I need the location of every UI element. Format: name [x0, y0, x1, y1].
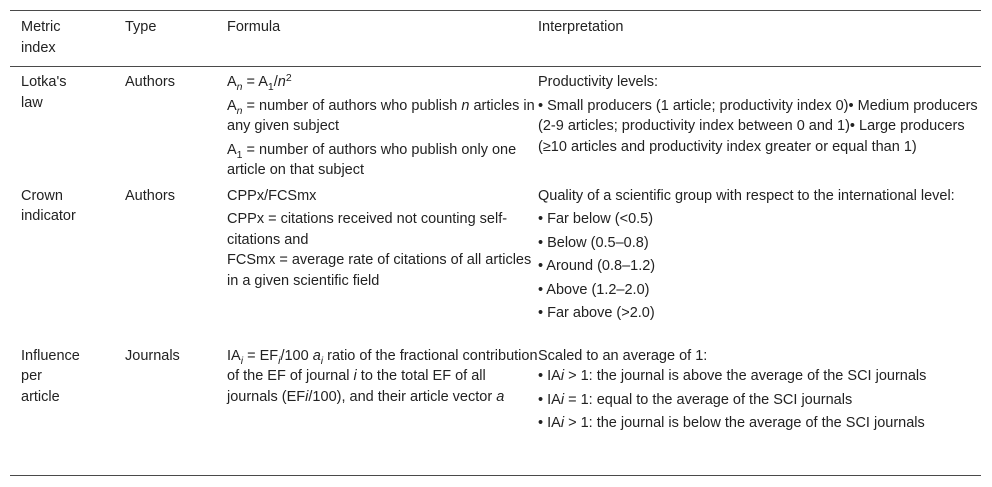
- formula-definition: $A_n$ = number of authors who publish n articles in any given subject: [227, 97, 535, 134]
- type-cell: Journals: [125, 347, 180, 364]
- formula-main: CPPx/FCSmx: [227, 187, 317, 204]
- header-interpretation: Interpretation: [538, 19, 624, 35]
- header-type: Type: [125, 19, 157, 35]
- formula-definition: $A_1$ = number of authors who publish only one article on that subject: [227, 141, 517, 178]
- table-row: [10, 67, 981, 181]
- interpretation-text: • Small producers (1 article; productivity index 0)• Medium producers (2-9 articles; productivity index between 0 and 1)• Large producers (≥10 articles and productivity index greater or equal than 1): [538, 97, 978, 155]
- formula-cell: [227, 67, 538, 181]
- interpretation-title: Productivity levels:: [538, 74, 659, 90]
- interpretation-item: • IAi = 1: equal to the average of the SCI journals: [538, 391, 853, 408]
- interpretation-item: • Below (0.5–0.8): [538, 234, 649, 251]
- interpretation-cell: [538, 67, 981, 181]
- table-row: [10, 341, 981, 476]
- metric-cell: Lotka's law: [21, 74, 67, 111]
- type-cell: Authors: [125, 187, 175, 204]
- metric-cell: Crown indicator: [21, 187, 76, 224]
- interpretation-item: • Around (0.8–1.2): [538, 258, 656, 274]
- interpretation-item: • Above (1.2–2.0): [538, 281, 650, 298]
- formula-cell: [227, 341, 538, 476]
- interpretation-cell: [538, 181, 981, 341]
- metrics-table: [10, 10, 981, 476]
- interpretation-title: Scaled to an average of 1:: [538, 347, 708, 364]
- header-formula: Formula: [227, 19, 281, 35]
- interpretation-cell: [538, 341, 981, 476]
- metric-cell: Influence per article: [21, 347, 80, 405]
- type-cell: Authors: [125, 74, 175, 90]
- formula-definition: FCSmx = average rate of citations of all articles in a given scientific field: [227, 252, 532, 289]
- table-row: [10, 181, 981, 341]
- interpretation-item: • Far above (>2.0): [538, 305, 655, 321]
- formula-main: $A_n = A_1/n^2$: [227, 72, 292, 93]
- formula-definition: CPPx = citations received not counting self-citations and: [227, 211, 508, 248]
- table-header-row: [10, 11, 981, 67]
- formula-cell: [227, 181, 538, 341]
- interpretation-item: • IAi > 1: the journal is below the average of the SCI journals: [538, 415, 925, 431]
- interpretation-item: • Far below (<0.5): [538, 211, 654, 227]
- interpretation-title: Quality of a scientific group with respect to the international level:: [538, 187, 955, 204]
- header-metric-index: Metric index: [21, 19, 61, 56]
- interpretation-item: • IAi > 1: the journal is above the average of the SCI journals: [538, 368, 927, 384]
- formula-text: $IA_i = EF_i/100$ $a_i$ ratio of the fractional contribution of the EF of journal i to the total EF of all journals (EFi/100), and their article vector a: [227, 347, 538, 405]
